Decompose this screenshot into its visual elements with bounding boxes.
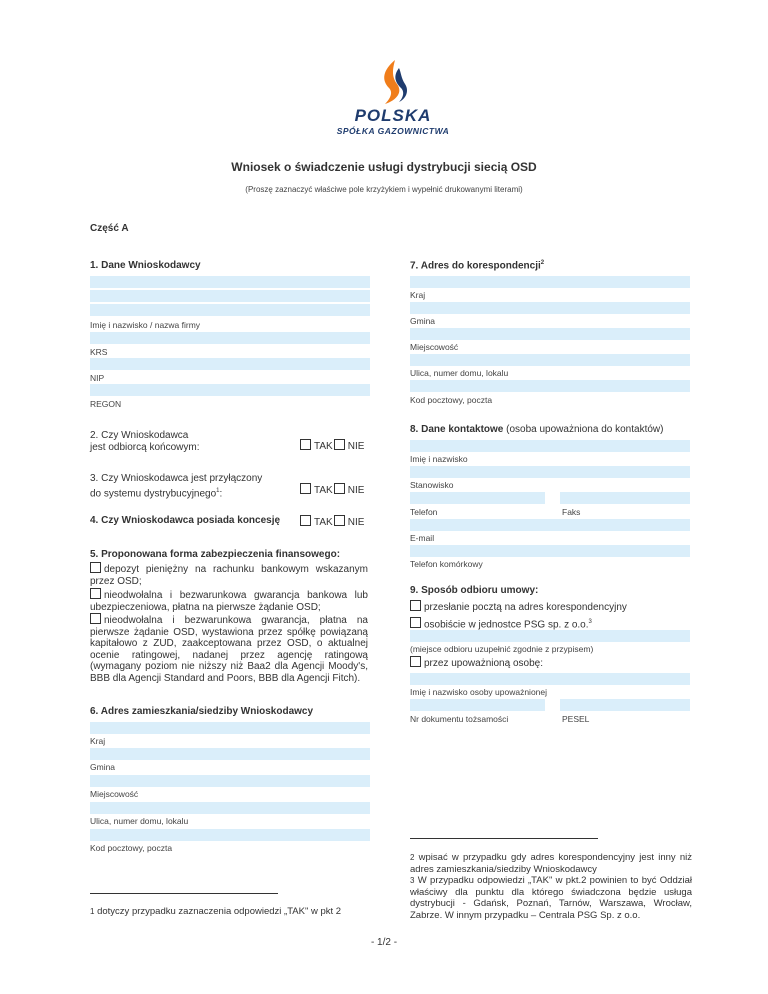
contact-mobile-label: Telefon komórkowy [410,559,483,569]
page-title: Wniosek o świadczenie usługi dystrybucji siecią OSD [231,160,537,174]
footnote-rule-right [410,838,598,839]
footnote-1: 1 dotyczy przypadku zaznaczenia odpowiedzi „TAK" w pkt 2 [90,906,342,917]
contact-phone-label: Telefon [410,507,438,517]
logo-subname: SPÓŁKA GAZOWNICTWA [336,126,450,136]
logo-name: POLSKA [354,106,432,125]
contact-mobile-field[interactable] [410,545,690,557]
corr-postal-field[interactable] [410,380,690,392]
q2-tak-label: TAK [314,441,333,452]
sec5-option3: nieodwołalna i bezwarunkowa gwarancja, płatna na pierwsze żądanie OSD, wystawiona przez spółkę powiązaną kapitałowo z ZUD, zaakceptowana przez OSD, o aktualnej ocenie ratingowej, nadanej przez agencję ratingową (wymagany poziom nie niższy niż Baa2 dla Agencji Moody's, BBB dla Agencji Standard and Poors, BBB dla Agencji Fitch). [90,615,368,684]
corr-gmina-field[interactable] [410,302,690,314]
sec9-option3: przez upoważnioną osobę: [410,656,543,670]
contact-name-field[interactable] [410,440,690,452]
corr-country-label: Kraj [410,290,426,300]
regon-label: REGON [90,399,122,409]
section8-title [410,424,663,435]
q4-options [300,515,364,528]
addr-country-field[interactable] [90,722,370,734]
q4-nie-label: NIE [347,517,365,528]
q2-tak-checkbox[interactable] [300,439,311,450]
corr-city-label: Miejscowość [410,342,459,352]
q3-nie-checkbox[interactable] [334,483,345,494]
sec5-option1-checkbox[interactable] [90,562,101,573]
authorized-person-label: Imię i nazwisko osoby upoważnionej [410,687,548,697]
name-field-1[interactable] [90,276,370,288]
page-number: - 1/2 - [370,937,398,948]
footnote-2: 2 wpisać w przypadku gdy adres korespondencyjny jest inny niż adres zamieszkania/siedziby Wnioskodawcy [410,852,692,875]
section8-title-text: 8. Dane kontaktowe [410,424,504,435]
name-field-3[interactable] [90,304,370,316]
contact-position-field[interactable] [410,466,690,478]
q2-options [300,439,364,452]
nip-field[interactable] [90,358,370,370]
corr-postal-label: Kod pocztowy, poczta [410,395,493,405]
q3-nie-label: NIE [347,485,365,496]
contact-fax-field[interactable] [560,492,690,504]
company-logo [318,58,468,140]
contact-phone-field[interactable] [410,492,545,504]
sec9-option1-checkbox[interactable] [410,600,421,611]
addr-gmina-field[interactable] [90,748,370,760]
pickup-place-field[interactable] [410,630,690,642]
section1-title: 1. Dane Wnioskodawcy [90,260,201,271]
q2-nie-label: NIE [347,441,365,452]
flame-icon [373,58,413,108]
q2-text: 2. Czy Wnioskodawca jest odbiorcą końcowym: [90,430,200,453]
q3-tak-checkbox[interactable] [300,483,311,494]
q4-nie-checkbox[interactable] [334,515,345,526]
addr-country-label: Kraj [90,736,106,746]
contact-fax-label: Faks [562,507,581,517]
name-label: Imię i nazwisko / nazwa firmy [90,320,201,330]
addr-postal-field[interactable] [90,829,370,841]
id-document-label: Nr dokumentu tożsamości [410,714,509,724]
section9-title: 9. Sposób odbioru umowy: [410,585,539,596]
section7-title [410,260,544,271]
addr-postal-label: Kod pocztowy, poczta [90,843,173,853]
q4-tak-checkbox[interactable] [300,515,311,526]
pesel-label: PESEL [562,714,590,724]
contact-name-label: Imię i nazwisko [410,454,468,464]
page-subtitle: (Proszę zaznaczyć właściwe pole krzyżykiem i wypełnić drukowanymi literami) [245,185,523,194]
q3-options [300,483,364,496]
regon-field[interactable] [90,384,370,396]
addr-street-field[interactable] [90,802,370,814]
addr-city-label: Miejscowość [90,789,139,799]
sec5-option2-checkbox[interactable] [90,588,101,599]
sec9-option1: przesłanie pocztą na adres korespondencyjny [410,600,627,614]
krs-label: KRS [90,347,108,357]
q2-nie-checkbox[interactable] [334,439,345,450]
q3-tak-label: TAK [314,485,333,496]
corr-country-field[interactable] [410,276,690,288]
corr-street-field[interactable] [410,354,690,366]
sec9-option2: osobiście w jednostce PSG sp. z o.o.$^3$ [410,616,592,631]
section8-subtitle: (osoba upoważniona do kontaktów) [503,424,664,435]
footnote-3: 3 W przypadku odpowiedzi „TAK" w pkt.2 powinien to być Oddział właściwy dla punktu dla którego świadczona będzie usługa dystrybucji - Gdańsk, Poznań, Tarnów, Warszawa, Wrocław, Zabrze. W innym przypadku – Centrala PSG Sp. z o.o. [410,875,693,921]
addr-gmina-label: Gmina [90,762,116,772]
pickup-place-label: (miejsce odbioru uzupełnić zgodnie z przypisem) [410,644,594,654]
nip-label: NIP [90,373,105,383]
addr-street-label: Ulica, numer domu, lokalu [90,816,189,826]
sec9-option3-checkbox[interactable] [410,656,421,667]
corr-gmina-label: Gmina [410,316,436,326]
sec5-option1: depozyt pieniężny na rachunku bankowym wskazanym przez OSD; [90,564,368,587]
corr-city-field[interactable] [410,328,690,340]
footnote-rule-left [90,893,278,894]
addr-city-field[interactable] [90,775,370,787]
q4-text: 4. Czy Wnioskodawca posiada koncesję [90,515,281,526]
krs-field[interactable] [90,332,370,344]
q4-tak-label: TAK [314,517,333,528]
sec5-option2: nieodwołalna i bezwarunkowa gwarancja bankowa lub ubezpieczeniowa, płatna na pierwsze żądanie OSD; [90,590,368,613]
contact-position-label: Stanowisko [410,480,454,490]
name-field-2[interactable] [90,290,370,302]
sec5-option3-checkbox[interactable] [90,613,101,624]
section6-title: 6. Adres zamieszkania/siedziby Wnioskodawcy [90,706,314,717]
section5-title: 5. Proponowana forma zabezpieczenia finansowego: [90,549,341,560]
contact-email-field[interactable] [410,519,690,531]
authorized-person-field[interactable] [410,673,690,685]
id-document-field[interactable] [410,699,545,711]
pesel-field[interactable] [560,699,690,711]
section7-sup: 2 [540,260,545,266]
corr-street-label: Ulica, numer domu, lokalu [410,368,509,378]
q3-text: 3. Czy Wnioskodawca jest przyłączony do systemu dystrybucyjnego$^1$: [90,473,263,500]
section7-title-text: 7. Adres do korespondencji [410,260,541,272]
part-label: Część A [90,223,129,234]
sec9-option2-checkbox[interactable] [410,617,421,628]
contact-email-label: E-mail [410,533,435,543]
